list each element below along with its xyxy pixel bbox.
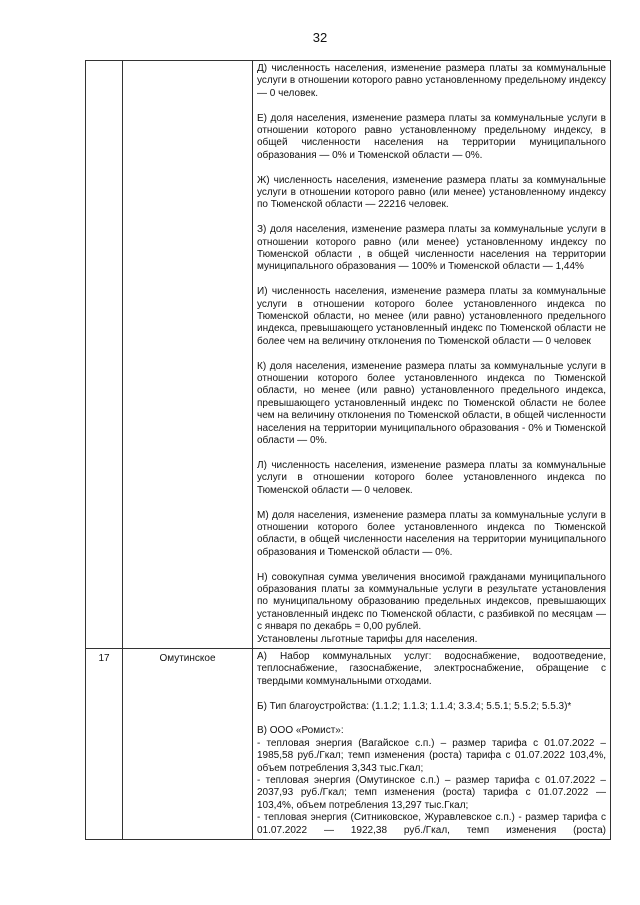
paragraph-v-title: В) ООО «Ромист»: xyxy=(257,725,344,737)
municipality-cell: Омутинское xyxy=(123,648,253,839)
municipality-cell xyxy=(123,61,253,649)
paragraph-n: Н) совокупная сумма увеличения вносимой гражданами муниципального образования платы за коммунальные услуги в результате установления по муниципальному образованию предельных индексов, превышающих установленный индекс по Тюменской области, с разбивкой по месяцам — с января по декабрь = 0,00 рублей. xyxy=(257,571,606,633)
indicators-cell xyxy=(253,61,611,649)
paragraph-l: Л) численность населения, изменение размера платы за коммунальные услуги в отношении которого более установленного индекса по Тюменской области — 0 человек. xyxy=(257,459,606,496)
tariff-table xyxy=(85,60,611,840)
closing-line: Установлены льготные тарифы для населения. xyxy=(257,633,478,645)
tariff-line: - тепловая энергия (Омутинское с.п.) – размер тарифа с 01.07.2022 – 2037,93 руб./Гкал; темп изменения (роста) тарифа с 01.07.2022 — 103,4%, объем потребления 13,297 тыс.Гкал; xyxy=(257,775,606,811)
paragraph-k: К) доля населения, изменение размера платы за коммунальные услуги в отношении которого более установленного индекса по Тюменской области, но менее (или равно) установленного предельного индекса, превышающего установленный индекс по Тюменской области не более чем на величину отклонения по Тюменской области, в общей численности населения на территории муниципального образования - 0% и Тюменской области — 0%. xyxy=(257,360,606,447)
page-number: 32 xyxy=(312,30,328,45)
paragraph-m: М) доля населения, изменение размера платы за коммунальные услуги в отношении которого более установленного индекса по Тюменской области, в общей численности населения на территории муниципального образования и Тюменской области — 0%. xyxy=(257,509,606,558)
tariff-line: - тепловая энергия (Вагайское с.п.) – размер тарифа с 01.07.2022 – 1985,58 руб./Гкал; темп изменения (роста) тарифа с 01.07.2022 103,4%, объем потребления 3,343 тыс.Гкал; xyxy=(257,737,606,774)
table-row xyxy=(86,648,611,839)
paragraph-e: Е) доля населения, изменение размера платы за коммунальные услуги в отношении которого равно установленному предельному индексу, в общей численности населения на территории муниципального образования — 0% и Тюменской области — 0%. xyxy=(257,112,606,161)
paragraph-z: З) доля населения, изменение размера платы за коммунальные услуги в отношении которого равно (или менее) установленному индексу по Тюменской области , в общей численности населения на территории муниципального образования — 100% и Тюменской области — 1,44% xyxy=(257,224,606,273)
paragraph-d: Д) численность населения, изменение размера платы за коммунальные услуги в отношении которого равно установленному предельному индексу — 0 человек. xyxy=(257,63,606,99)
paragraph-zh: Ж) численность населения, изменение размера платы за коммунальные услуги в отношении которого равно (или менее) установленному индексу по Тюменской области — 22216 человек. xyxy=(257,174,606,211)
paragraph-i: И) численность населения, изменение размера платы за коммунальные услуги в отношении которого более установленного индекса по Тюменской области, но менее (или равно) установленного предельного индекса, превышающего установленный индекс по Тюменской области не более чем на величину отклонения по Тюменской области — 0 человек xyxy=(257,286,606,347)
row-number-cell xyxy=(86,61,123,649)
row-number-cell: 17 xyxy=(86,648,123,839)
table-row xyxy=(86,61,611,649)
tariff-line: - тепловая энергия (Ситниковское, Журавлевское с.п.) - размер тарифа с 01.07.2022 — 1922,38 руб./Гкал, темп изменения (роста) xyxy=(257,812,606,836)
paragraph-a: А) Набор коммунальных услуг: водоснабжение, водоотведение, теплоснабжение, газоснабжение, электроснабжение, обращение с твердыми коммунальными отходами. xyxy=(257,650,606,687)
paragraph-b: Б) Тип благоустройства: (1.1.2; 1.1.3; 1.1.4; 3.3.4; 5.5.1; 5.5.2; 5.5.3)* xyxy=(257,700,572,712)
indicators-cell xyxy=(253,648,611,839)
